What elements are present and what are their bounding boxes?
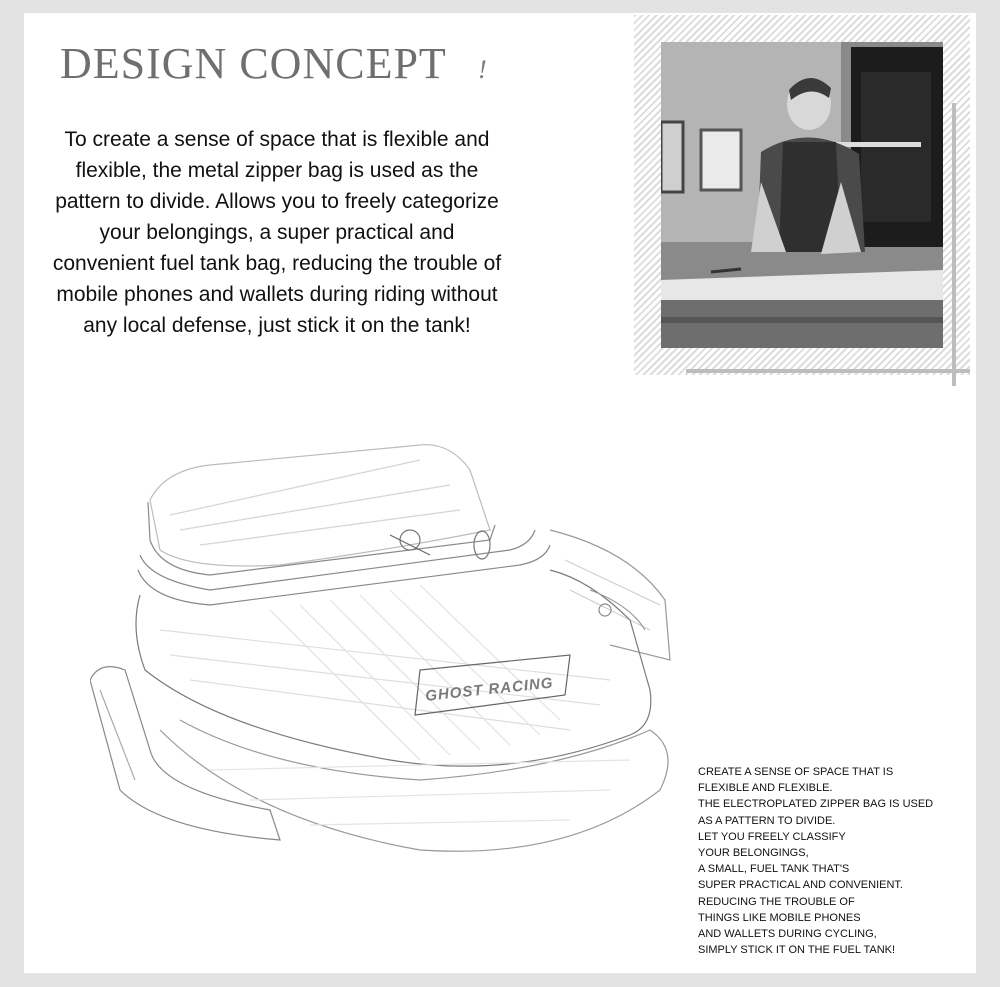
intro-paragraph: To create a sense of space that is flexible and flexible, the metal zipper bag is used as the pattern to divide. Allows you to freely categorize your belongings, a super practical and convenient fuel tank bag, reducing the trouble of mobile phones and wallets during riding without any local defense, just stick it on the tank!: [52, 128, 502, 337]
caption-line: AND WALLETS DURING CYCLING,: [698, 928, 877, 941]
caption-line: FLEXIBLE AND FLEXIBLE.: [698, 782, 833, 795]
caption-block: [698, 764, 978, 958]
caption-line: AS A PATTERN TO DIVIDE.: [698, 814, 836, 827]
tank-bag-sketch-icon: [90, 430, 690, 870]
caption-line: REDUCING THE TROUBLE OF: [698, 895, 855, 908]
caption-line: A SMALL, FUEL TANK THAT'S: [698, 863, 850, 876]
caption-line: SUPER PRACTICAL AND CONVENIENT.: [698, 879, 903, 892]
craftsman-photo: [661, 42, 943, 348]
page-title: DESIGN CONCEPT: [60, 39, 447, 88]
caption-line: THE ELECTROPLATED ZIPPER BAG IS USED: [698, 798, 934, 811]
craftsman-photo-icon: [661, 42, 943, 348]
brand-logo: GHOST RACING: [424, 674, 555, 705]
tank-bag-sketch: [90, 430, 690, 870]
title-exclamation: !: [478, 55, 487, 84]
caption-line: SIMPLY STICK IT ON THE FUEL TANK!: [698, 944, 896, 957]
caption-line: THINGS LIKE MOBILE PHONES: [698, 911, 861, 924]
decorative-horizontal-line: [686, 369, 970, 373]
caption-line: LET YOU FREELY CLASSIFY: [698, 830, 846, 843]
decorative-vertical-line: [952, 103, 956, 386]
caption-line: CREATE A SENSE OF SPACE THAT IS: [698, 766, 894, 778]
caption-line: YOUR BELONGINGS,: [698, 847, 809, 860]
